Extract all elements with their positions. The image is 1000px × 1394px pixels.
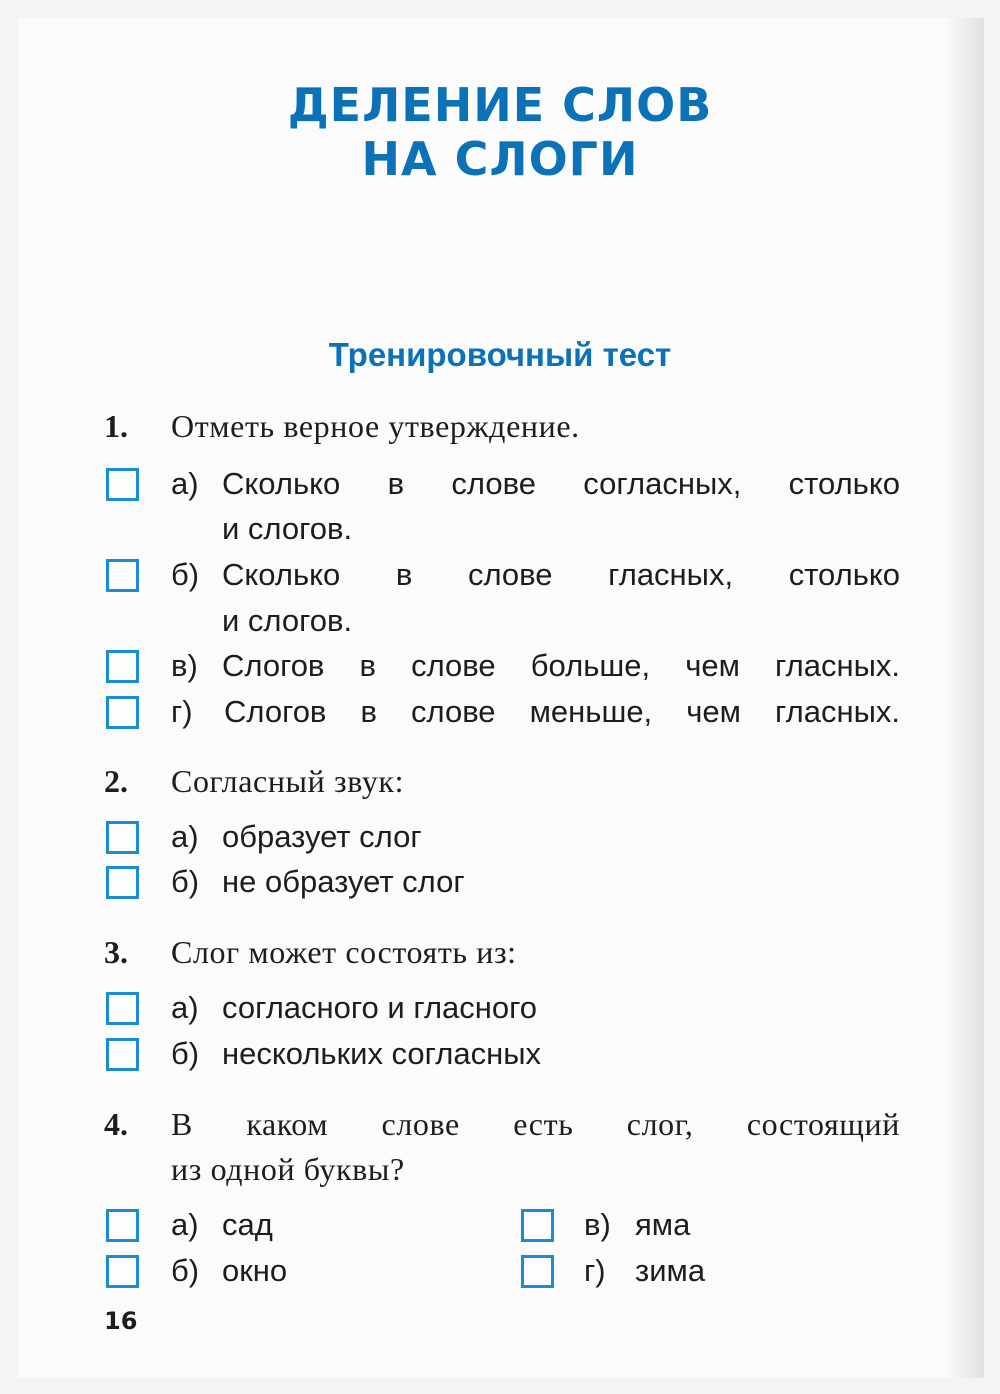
q4-option-a-checkbox[interactable] [106, 1209, 139, 1242]
page-number: 16 [104, 1307, 138, 1335]
q4-option-b-text: окно [222, 1253, 288, 1288]
q2-option-b-letter: б) [171, 864, 200, 899]
q4-option-a-letter: а) [171, 1207, 199, 1242]
page-title-line2: НА СЛОГИ [361, 132, 639, 186]
question-1-number: 1. [104, 408, 128, 444]
q1-option-a-text-cont: и слогов. [222, 511, 353, 546]
q1-option-a-letter: а) [171, 466, 199, 501]
question-2-number: 2. [104, 763, 128, 799]
question-4-text: В каком слове есть слог, состоящий [171, 1106, 900, 1142]
page-title-line1: ДЕЛЕНИЕ СЛОВ [287, 78, 713, 132]
q1-option-v-text: Слогов в слове больше, чем гласных. [222, 648, 900, 683]
q1-option-a-checkbox[interactable] [106, 468, 139, 501]
q3-option-a-text: согласного и гласного [222, 990, 537, 1025]
question-4-number: 4. [104, 1106, 128, 1142]
q1-option-v-checkbox[interactable] [106, 650, 139, 683]
q3-option-a-checkbox[interactable] [106, 992, 139, 1025]
q4-option-v-checkbox[interactable] [521, 1209, 554, 1242]
question-2-text: Согласный звук: [171, 763, 405, 799]
question-3-text: Слог может состоять из: [171, 934, 517, 970]
q1-option-a-text: Сколько в слове согласных, столько [222, 466, 900, 501]
q3-option-b-letter: б) [171, 1036, 200, 1071]
q1-option-v-letter: в) [171, 648, 198, 683]
q2-option-b-checkbox[interactable] [106, 866, 139, 899]
workbook-page [18, 18, 984, 1378]
q1-option-b-checkbox[interactable] [106, 559, 139, 592]
q1-option-g-letter: г) [171, 694, 193, 729]
q4-option-g-text: зима [635, 1253, 706, 1288]
section-subtitle: Тренировочный тест [328, 336, 672, 373]
question-1-text: Отметь верное утверждение. [171, 408, 580, 444]
q4-option-g-letter: г) [584, 1253, 606, 1288]
q2-option-a-letter: а) [171, 819, 199, 854]
question-3-number: 3. [104, 934, 128, 970]
q2-option-b-text: не образует слог [222, 864, 465, 899]
q2-option-a-text: образует слог [222, 819, 422, 854]
q3-option-b-text: нескольких согласных [222, 1036, 542, 1071]
q1-option-g-checkbox[interactable] [106, 696, 139, 729]
q4-option-g-checkbox[interactable] [521, 1255, 554, 1288]
q1-option-b-text: Сколько в слове гласных, столько [222, 557, 900, 592]
q2-option-a-checkbox[interactable] [106, 821, 139, 854]
q1-option-b-text-cont: и слогов. [222, 603, 353, 638]
q4-option-v-text: яма [635, 1207, 691, 1242]
q3-option-a-letter: а) [171, 990, 199, 1025]
q4-option-b-letter: б) [171, 1253, 200, 1288]
q1-option-g-text: Слогов в слове меньше, чем гласных. [224, 694, 900, 729]
question-4-text-cont: из одной буквы? [171, 1151, 405, 1187]
q1-option-b-letter: б) [171, 557, 200, 592]
q4-option-b-checkbox[interactable] [106, 1255, 139, 1288]
q3-option-b-checkbox[interactable] [106, 1038, 139, 1071]
q4-option-a-text: сад [222, 1207, 273, 1242]
q4-option-v-letter: в) [584, 1207, 611, 1242]
